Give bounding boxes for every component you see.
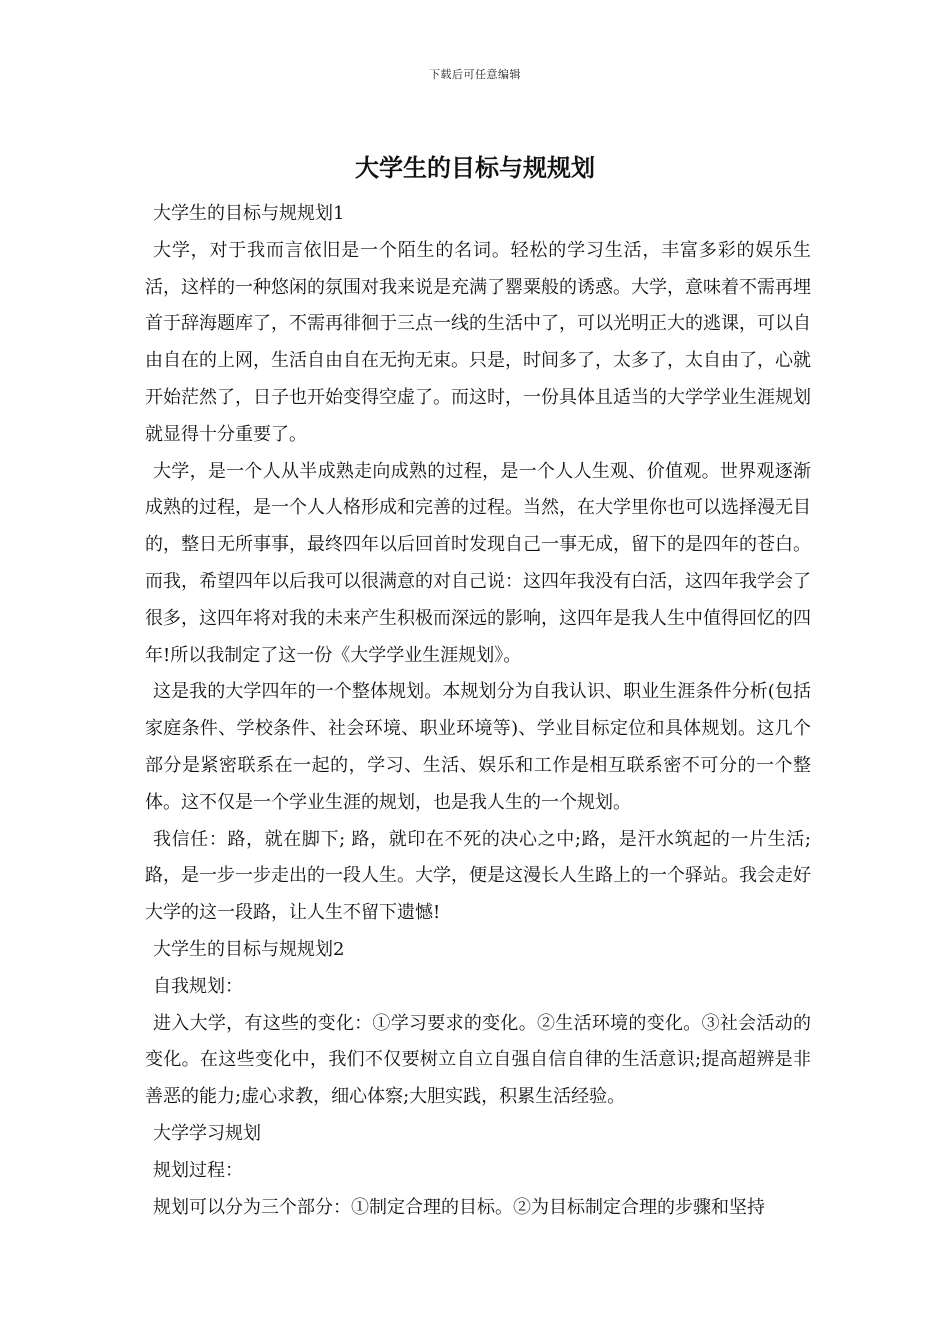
paragraph: 大学学习规划: [153, 1122, 261, 1144]
paragraph: 大学，对于我而言依旧是一个陌生的名词。轻松的学习生活，丰富多彩的娱乐生活，这样的一种悠闲的氛围对我来说是充满了罂粟般的诱惑。大学，意味着不需再埋首于辞海题库了，不需再徘徊于三点一线的生活中了，可以光明正大的逃课，可以自由自在的上网，生活自由自在无拘无束。只是，时间多了，太多了，太自由了，心就开始茫然了，日子也开始变得空虚了。而这时，一份具体且适当的大学学业生涯规划就显得十分重要了。: [145, 239, 811, 445]
paragraph: 进入大学，有这些的变化：①学习要求的变化。②生活环境的变化。③社会活动的变化。在这些变化中，我们不仅要树立自立自强自信自律的生活意识;提高超辨是非善恶的能力;虚心求教，细心体察;大胆实践，积累生活经验。: [145, 1012, 811, 1108]
document-title: 大学生的目标与规规划: [355, 153, 595, 182]
paragraph: 我信任：路，就在脚下; 路，就印在不死的决心之中;路，是汗水筑起的一片生活; 路，是一步一步走出的一段人生。大学，便是这漫长人生路上的一个驿站。我会走好大学的这一段路，让人生不留下遗憾!: [145, 828, 811, 924]
paragraph: 大学，是一个人从半成熟走向成熟的过程，是一个人人生观、价值观。世界观逐渐成熟的过程，是一个人人格形成和完善的过程。当然，在大学里你也可以选择漫无目的，整日无所事事，最终四年以后回首时发现自己一事无成，留下的是四年的苍白。而我，希望四年以后我可以很满意的对自己说：这四年我没有白活，这四年我学会了很多，这四年将对我的未来产生积极而深远的影响，这四年是我人生中值得回忆的四年!所以我制定了这一份《大学学业生涯规划》。: [145, 460, 811, 666]
paragraph: 规划过程：: [153, 1159, 243, 1181]
document-body: [145, 196, 811, 1226]
header-note: 下载后可任意编辑: [429, 68, 521, 81]
section-heading-1: 大学生的目标与规规划1: [153, 203, 345, 224]
paragraph: 自我规划：: [153, 975, 243, 997]
section-heading-2: 大学生的目标与规规划2: [153, 938, 345, 960]
paragraph: 规划可以分为三个部分：①制定合理的目标。②为目标制定合理的步骤和坚持: [153, 1196, 765, 1218]
paragraph: 这是我的大学四年的一个整体规划。本规划分为自我认识、职业生涯条件分析(包括家庭条件、学校条件、社会环境、职业环境等)、学业目标定位和具体规划。这几个部分是紧密联系在一起的，学习、生活、娱乐和工作是相互联系密不可分的一个整体。这不仅是一个学业生涯的规划，也是我人生的一个规划。: [145, 681, 811, 813]
